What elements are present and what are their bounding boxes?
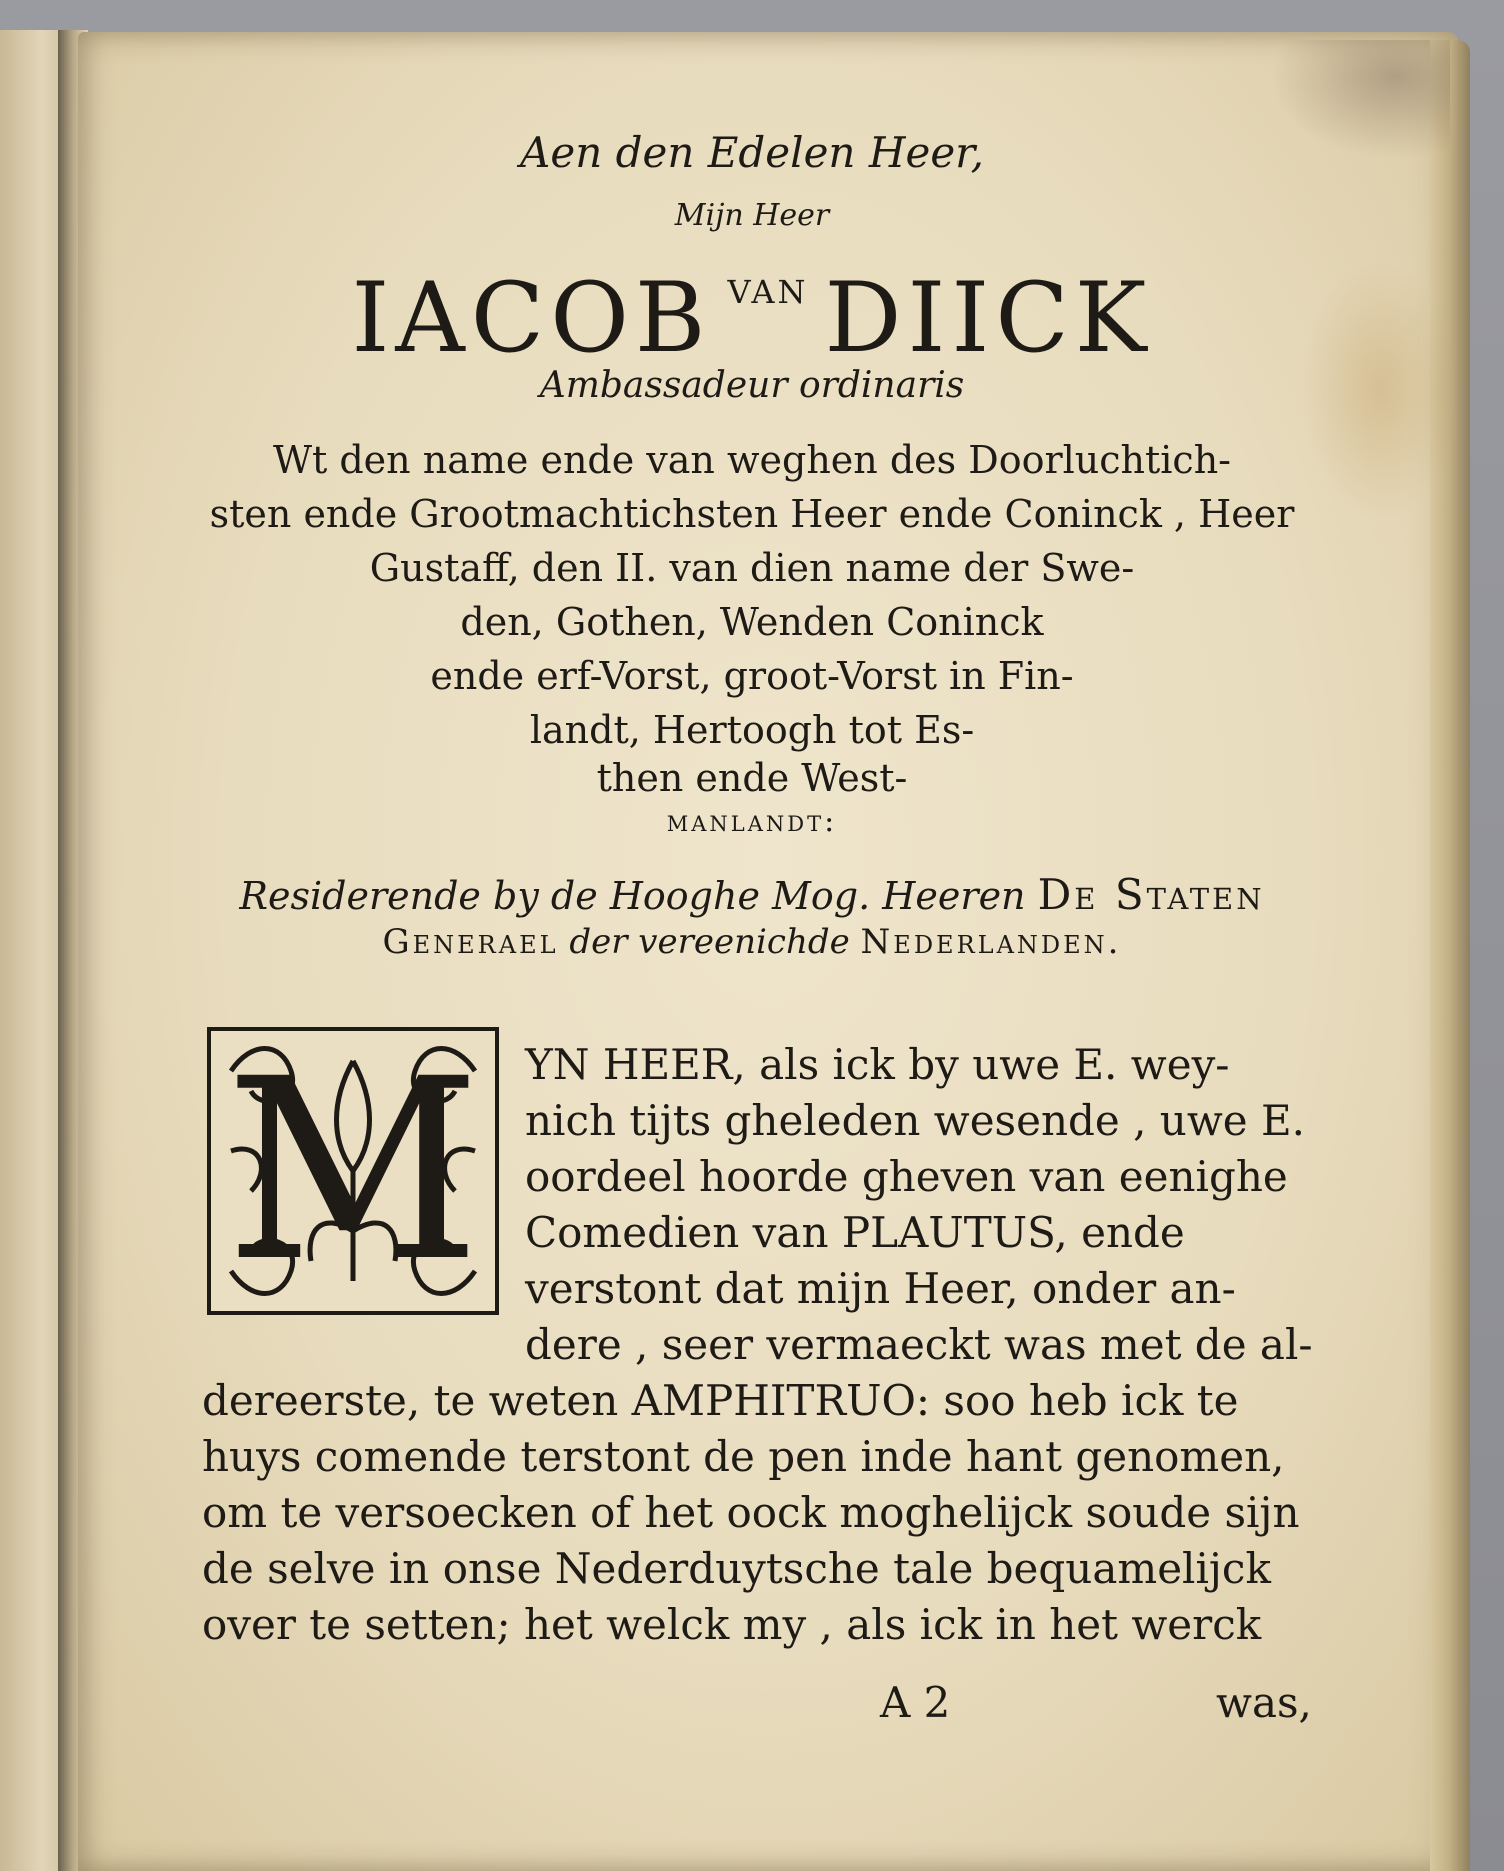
- body-line: oordeel hoorde gheven van eenighe: [525, 1152, 1288, 1201]
- residing-italic: Residerende by de Hooghe Mog. Heeren: [239, 874, 1026, 918]
- name-last: DIICK: [824, 262, 1153, 374]
- residing-line-2: [0, 922, 1504, 962]
- body-line: verstont dat mijn Heer, onder an-: [525, 1264, 1236, 1313]
- body-line: YN HEER, als ick by uwe E. wey-: [525, 1040, 1230, 1089]
- title-line: Wt den name ende van weghen des Doorluchtich-: [272, 438, 1232, 482]
- residing-line: [0, 870, 1504, 919]
- title-line: landt, Hertoogh tot Es-: [529, 708, 975, 752]
- name-first: IACOB: [351, 262, 712, 374]
- residing-caps: De Staten: [1037, 870, 1265, 919]
- title-line: manlandt:: [666, 804, 838, 839]
- body-line: om te versoecken of het oock moghelijck soude sijn: [202, 1488, 1300, 1537]
- signature-mark: A 2: [880, 1678, 951, 1727]
- body-line: nich tijts gheleden wesende , uwe E.: [525, 1096, 1306, 1145]
- catchword: was,: [1216, 1678, 1312, 1727]
- dedicatee-name: [0, 262, 1504, 374]
- title-line: den, Gothen, Wenden Coninck: [460, 600, 1044, 644]
- initial-letter: M: [225, 1025, 481, 1316]
- body-line: over te setten; het welck my , als ick in het werck: [202, 1600, 1262, 1649]
- body-line: huys comende terstont de pen inde hant genomen,: [202, 1432, 1285, 1481]
- nederlanden-caps: Nederlanden.: [860, 922, 1122, 962]
- dedicatee-title: Ambassadeur ordinaris: [539, 365, 965, 406]
- title-line: sten ende Grootmachtichsten Heer ende Coninck , Heer: [209, 492, 1295, 536]
- name-van: VAN: [727, 273, 809, 311]
- title-line: ende erf-Vorst, groot-Vorst in Fin-: [430, 654, 1074, 698]
- body-line: de selve in onse Nederduytsche tale bequamelijck: [202, 1544, 1271, 1593]
- generael-caps: Generael: [382, 922, 559, 962]
- decorated-initial: [207, 1027, 499, 1315]
- body-line: dere , seer vermaeckt was met de al-: [525, 1320, 1313, 1369]
- body-line: dereerste, te weten AMPHITRUO: soo heb ick te: [202, 1376, 1239, 1425]
- title-line: Gustaff, den II. van dien name der Swe-: [369, 546, 1135, 590]
- title-line: then ende West-: [596, 756, 908, 800]
- dedication-subline: Mijn Heer: [674, 198, 830, 233]
- body-line: Comedien van PLAUTUS, ende: [525, 1208, 1185, 1257]
- dedication-line: Aen den Edelen Heer,: [520, 128, 984, 177]
- vereenichde-italic: der vereenichde: [569, 922, 850, 962]
